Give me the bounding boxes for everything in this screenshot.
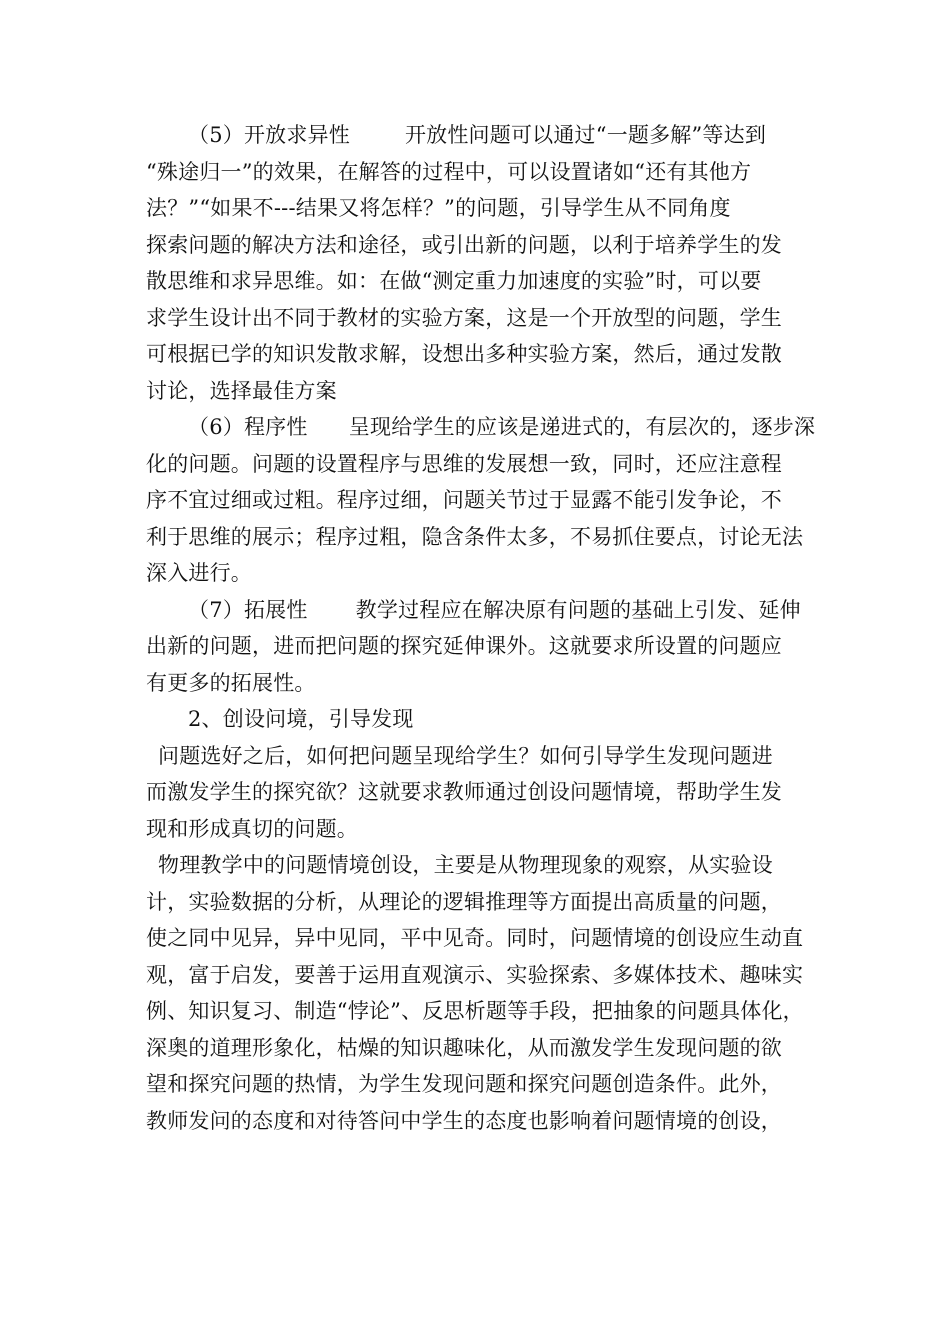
paragraph-line: （5）开放求异性 开放性问题可以通过“一题多解”等达到 [188, 123, 767, 147]
paragraph-line: 深奥的道理形象化，枯燥的知识趣味化，从而激发学生发现问题的欲 [146, 1035, 782, 1060]
paragraph-line: 序不宜过细或过粗。程序过细，问题关节过于显露不能引发争论，不 [146, 488, 782, 512]
paragraph-line: 探索问题的解决方法和途径，或引出新的问题，以利于培养学生的发 [146, 232, 782, 257]
paragraph-line: 求学生设计出不同于教材的实验方案，这是一个开放型的问题，学生 [146, 305, 782, 330]
paragraph-line: 散思维和求异思维。如：在做“测定重力加速度的实验”时，可以要 [146, 269, 762, 293]
paragraph-line: 问题选好之后，如何把问题呈现给学生？如何引导学生发现问题进 [158, 743, 773, 768]
paragraph-line: （6）程序性 呈现给学生的应该是递进式的，有层次的，逐步深 [188, 415, 816, 439]
section-heading: 2、创设问境，引导发现 [188, 707, 414, 731]
paragraph-line: 可根据已学的知识发散求解，设想出多种实验方案，然后，通过发散 [146, 342, 782, 366]
document-body [146, 117, 816, 1139]
paragraph-line: 讨论，选择最佳方案 [146, 378, 337, 403]
paragraph-line: 例、知识复习、制造“悖论”、反思析题等手段，把抽象的问题具体化， [146, 999, 804, 1023]
paragraph-line: 化的问题。问题的设置程序与思维的发展想一致，同时，还应注意程 [146, 451, 782, 476]
paragraph-line: 现和形成真切的问题。 [146, 816, 358, 841]
paragraph-line: 深入进行。 [146, 561, 252, 585]
paragraph-line: 计，实验数据的分析，从理论的逻辑推理等方面提出高质量的问题， [146, 889, 782, 914]
paragraph-line: 观，富于启发，要善于运用直观演示、实验探索、多媒体技术、趣味实 [146, 962, 804, 987]
paragraph-line: 使之同中见异，异中见同，平中见奇。同时，问题情境的创设应生动直 [146, 926, 804, 950]
paragraph-line: 望和探究问题的热情，为学生发现问题和探究问题创造条件。此外， [146, 1072, 782, 1096]
paragraph-line: 教师发问的态度和对待答问中学生的态度也影响着问题情境的创设， [146, 1108, 782, 1133]
paragraph-line: 物理教学中的问题情境创设，主要是从物理现象的观察，从实验设 [158, 853, 773, 877]
paragraph-line: “殊途归一”的效果，在解答的过程中，可以设置诸如“还有其他方 [146, 159, 752, 184]
paragraph-line: 有更多的拓展性。 [146, 670, 316, 695]
paragraph-line: （7）拓展性 教学过程应在解决原有问题的基础上引发、延伸 [188, 597, 801, 622]
paragraph-line: 而激发学生的探究欲？这就要求教师通过创设问题情境，帮助学生发 [146, 780, 782, 804]
paragraph-line: 出新的问题，进而把问题的探究延伸课外。这就要求所设置的问题应 [146, 634, 782, 658]
paragraph-line: 利于思维的展示；程序过粗，隐含条件太多，不易抓住要点，讨论无法 [146, 524, 804, 549]
paragraph-line: 法？”“如果不---结果又将怎样？”的问题，引导学生从不同角度 [146, 196, 731, 220]
